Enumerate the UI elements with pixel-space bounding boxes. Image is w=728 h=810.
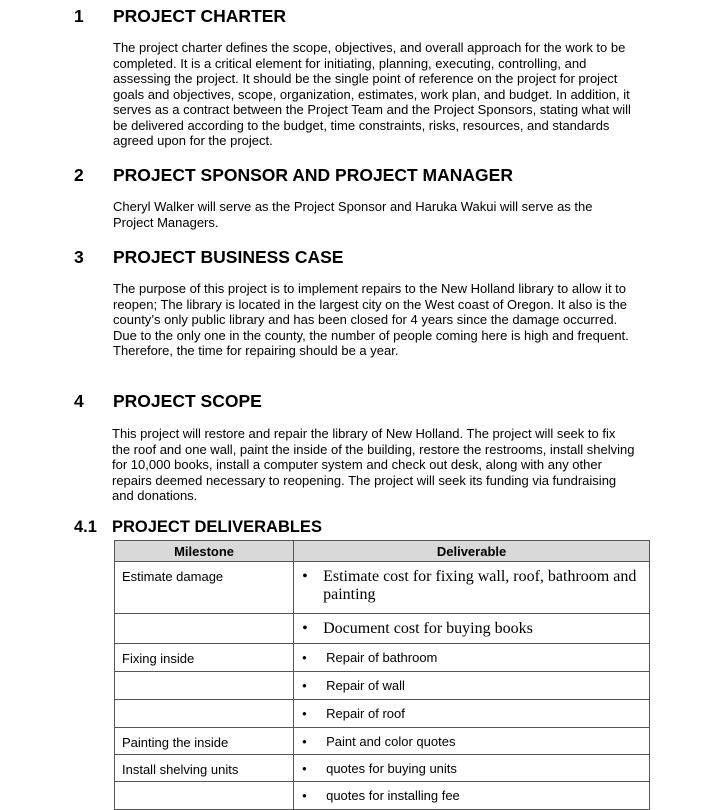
paragraph-line: be delivered according to the budget, time constraints, risks, resources, and standards	[113, 117, 610, 133]
bullet-icon: •	[302, 706, 307, 721]
bullet-icon: •	[302, 761, 307, 776]
deliverable-bullet	[294, 728, 649, 749]
table-row	[115, 562, 650, 614]
deliverable-bullet	[294, 614, 649, 638]
paragraph-line: and donations.	[112, 488, 198, 503]
bullet-icon: •	[302, 678, 307, 693]
section-number: 3	[74, 247, 84, 267]
deliverable-text: Document cost for buying books	[323, 620, 533, 637]
paragraph-line: This project will restore and repair the library of New Holland. The project will seek to fix	[112, 426, 616, 441]
paragraph-line: The project charter defines the scope, objectives, and overall approach for the work to be	[113, 40, 626, 55]
section-title: PROJECT SPONSOR AND PROJECT MANAGER	[113, 165, 513, 185]
paragraph-line: county’s only public library and has been closed for 4 years since the damage occurred.	[113, 312, 618, 327]
bullet-icon: •	[302, 734, 307, 749]
section-3-paragraph	[113, 281, 653, 359]
section-title: PROJECT SCOPE	[113, 391, 262, 411]
table-row	[115, 644, 650, 672]
table-row	[115, 672, 650, 700]
paragraph-line: Project Managers.	[113, 214, 219, 230]
deliverable-cell	[294, 700, 650, 728]
paragraph-line: Cheryl Walker will serve as the Project Sponsor and Haruka Wakui will serve as the	[113, 199, 593, 214]
paragraph-line: repairs deemed necessary to reopening. The project will seek its funding via fundraising	[112, 472, 617, 488]
deliverable-bullet	[294, 644, 649, 665]
bullet-icon: •	[302, 620, 308, 637]
paragraph-line: for 10,000 books, install a computer system and check out desk, along with any other	[112, 457, 602, 472]
milestone-cell	[115, 728, 294, 755]
deliverable-bullet	[294, 782, 649, 803]
deliverable-bullet	[294, 700, 649, 721]
section-number: 1	[74, 6, 84, 26]
paragraph-line: the roof and one wall, paint the inside of the building, restore the restrooms, install shelving	[112, 441, 635, 457]
deliverable-cell	[294, 782, 650, 810]
section-4-heading	[74, 391, 262, 411]
paragraph-line: serves as a contract between the Project Team and the Project Sponsors, stating what will	[113, 102, 631, 117]
table-row	[115, 700, 650, 728]
milestone-text	[115, 700, 293, 707]
milestone-text	[115, 782, 293, 789]
section-4-paragraph	[112, 426, 652, 504]
section-title: PROJECT CHARTER	[113, 6, 287, 26]
milestone-column-header: Milestone	[115, 541, 294, 562]
section-title: PROJECT DELIVERABLES	[112, 518, 322, 536]
table-row	[115, 782, 650, 810]
bullet-icon: •	[302, 650, 307, 665]
milestone-cell	[115, 755, 294, 782]
milestone-text: Estimate damage	[122, 569, 224, 584]
table-row	[115, 755, 650, 782]
section-2-paragraph	[113, 199, 653, 230]
milestone-cell	[115, 672, 294, 700]
bullet-icon: •	[302, 568, 308, 585]
section-number: 4	[74, 391, 84, 411]
deliverable-text: Repair of bathroom	[326, 650, 438, 665]
milestone-text	[115, 614, 293, 621]
deliverable-bullet	[294, 672, 649, 693]
milestone-text: Install shelving units	[122, 762, 239, 777]
deliverable-cell	[294, 672, 650, 700]
milestone-cell	[115, 614, 294, 644]
deliverable-text: Estimate cost for fixing wall, roof, bathroom and painting	[323, 568, 637, 603]
section-3-heading	[74, 247, 343, 267]
deliverable-bullet	[294, 562, 649, 604]
deliverable-cell	[294, 755, 650, 782]
deliverable-text: Paint and color quotes	[326, 734, 456, 749]
deliverable-text: Repair of wall	[326, 678, 405, 693]
deliverable-cell	[294, 614, 650, 644]
section-number: 4.1	[74, 518, 97, 536]
milestone-cell	[115, 700, 294, 728]
deliverable-text: quotes for installing fee	[326, 788, 460, 803]
deliverable-bullet	[294, 755, 649, 776]
paragraph-line: The purpose of this project is to implement repairs to the New Holland library to allow it to	[113, 281, 627, 296]
milestone-text: Fixing inside	[122, 651, 195, 666]
section-2-heading	[74, 165, 513, 185]
deliverable-text: Repair of roof	[326, 706, 405, 721]
table-row	[115, 614, 650, 644]
table-row	[115, 728, 650, 755]
deliverable-column-header: Deliverable	[294, 541, 650, 562]
subsection-4-1-heading	[74, 517, 322, 537]
deliverable-cell	[294, 644, 650, 672]
milestone-cell	[115, 562, 294, 614]
milestone-cell	[115, 644, 294, 672]
deliverable-text: quotes for buying units	[326, 761, 457, 776]
section-1-heading	[74, 6, 286, 26]
section-number: 2	[74, 165, 84, 185]
deliverable-cell	[294, 562, 650, 614]
section-1-paragraph	[113, 40, 653, 149]
paragraph-line: Therefore, the time for repairing should be a year.	[113, 343, 399, 358]
deliverables-table	[114, 540, 650, 810]
milestone-text	[115, 672, 293, 679]
table-header-row	[115, 541, 650, 562]
milestone-text: Painting the inside	[122, 735, 229, 750]
paragraph-line: Due to the only one in the county, the number of people coming here is high and frequent.	[113, 327, 629, 343]
paragraph-line: completed. It is a critical element for initiating, planning, executing, controlling, and	[113, 55, 587, 71]
paragraph-line: assessing the project. It should be the single point of reference on the project for project	[113, 71, 618, 86]
paragraph-line: agreed upon for the project.	[113, 133, 273, 148]
deliverable-cell	[294, 728, 650, 755]
milestone-cell	[115, 782, 294, 810]
paragraph-line: reopen; The library is located in the largest city on the West coast of Oregon. It also is the	[113, 296, 628, 312]
paragraph-line: goals and objectives, scope, organization, estimates, work plan, and budget. In addition, it	[113, 86, 630, 102]
bullet-icon: •	[302, 788, 307, 803]
section-title: PROJECT BUSINESS CASE	[113, 247, 344, 267]
